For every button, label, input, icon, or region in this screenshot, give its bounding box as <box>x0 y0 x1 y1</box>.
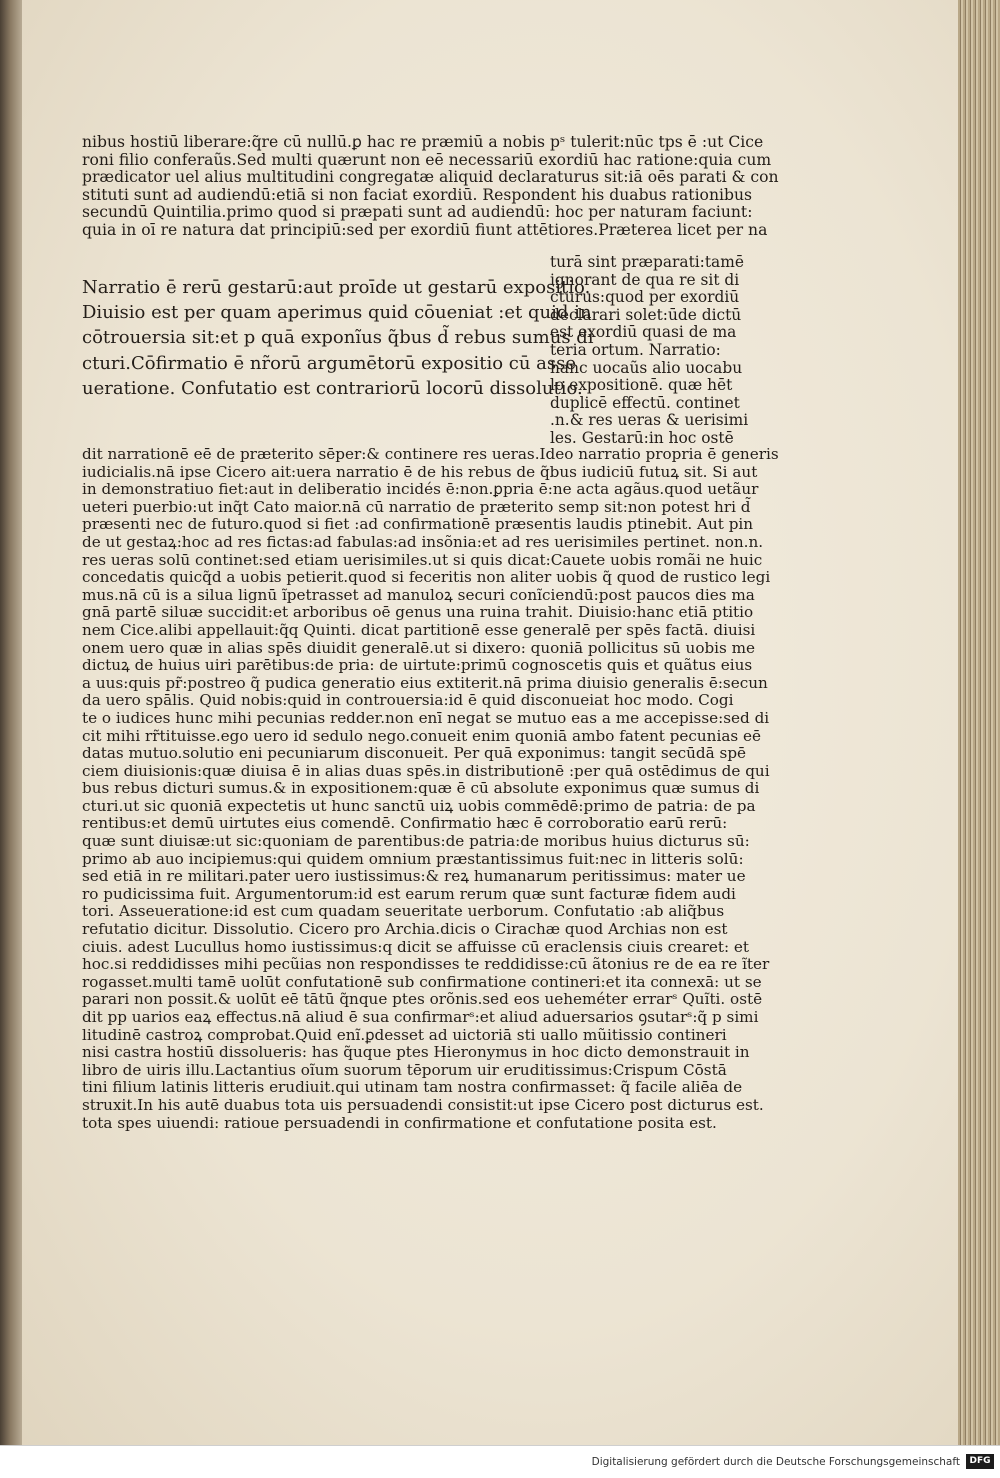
text-line: res ueras solū continet:sed etiam uerisimiles.ut si quis dicat:Cauete uobis romãi ne huic <box>82 550 763 569</box>
text-line: ro pudicissima fuit. Argumentorum:id est earum rerum quæ sunt facturæ fidem audi <box>82 884 736 903</box>
text-line: prædicator uel alius multitudini congregatæ aliquid declaraturus sit:iā oēs parati & con <box>82 168 779 187</box>
text-line: concedatis quicq̃d a uobis petierit.quod si feceritis non aliter uobis q̃ quod de rustico legi <box>82 568 771 587</box>
page-fore-edge <box>958 0 1000 1445</box>
text-line: teria ortum. Narratio: <box>550 340 721 359</box>
text-line: struxit.In his autē duabus tota uis persuadendi consistit:ut ipse Cicero post dicturus est. <box>82 1095 764 1114</box>
text-line: dit pp uarios eaꝝ effectus.nā aliud ē sua confirmarˢ:et aliud aduersarios ꝯsutarˢ:q̃ p simi <box>82 1008 759 1026</box>
text-line: les. Gestarū:in hoc ostē <box>550 428 734 447</box>
text-line: cturi.Cōfirmatio ē nr̃orū argumētorū expositio cū asse <box>82 352 577 374</box>
text-line: ueratione. Confutatio est contrariorū locorū dissolutio. <box>82 377 583 399</box>
text-block-commentary-main <box>82 445 779 1132</box>
text-line: nibus hostiū liberare:q̃re cū nullū.ꝑ hac re præmiū a nobis pˢ tulerit:nūc tps ē :ut Cice <box>82 133 764 151</box>
text-line: .n.& res ueras & uerisimi <box>550 411 749 430</box>
text-line: cōtrouersia sit:et p quā exponĩus q̃bus d̃ rebus sumus di <box>82 327 594 349</box>
text-line: declarari solet:ūde dictū <box>550 305 742 324</box>
text-line: ciuis. adest Lucullus homo iustissimus:q dicit se affuisse cū eraclensis ciuis crearet: et <box>82 937 750 956</box>
text-line: hoc.si reddidisses mihi pecũias non respondisses te reddidisse:cū ãtonius re de ea re ĩter <box>82 955 770 974</box>
text-line: in demonstratiuo fiet:aut in deliberatio incidés ē:non.ꝑpria ē:ne acta agãus.quod uetãur <box>82 480 759 499</box>
text-line: primo ab auo incipiemus:qui quidem omnium præstantissimus fuit:nec in litteris solū: <box>82 849 744 868</box>
text-line: iudicialis.nā ipse Cicero ait:uera narratio ē de his rebus de q̃bus iudiciū futuꝝ sit. Si aut <box>82 462 758 481</box>
text-line: de ut gestaꝝ:hoc ad res fictas:ad fabulas:ad insõnia:et ad res uerisimiles pertinet. non.n. <box>82 532 764 551</box>
text-line: roni filio conferaũs.Sed multi quærunt non eē necessariū exordiū hac ratione:quia cum <box>82 150 772 169</box>
text-block-definitions <box>82 275 594 401</box>
funding-credit: Digitalisierung gefördert durch die Deutsche Forschungsgemeinschaft <box>591 1456 960 1468</box>
text-line: Narratio ē rerū gestarū:aut proīde ut gestarū expositio. <box>82 277 591 298</box>
text-line: mus.nā cū is a silua lignū ĩpetrasset ad manuloꝝ securi conĩciendū:post paucos dies ma <box>82 585 755 604</box>
text-line: quia in oī re natura dat principiū:sed per exordiū fiunt attētiores.Præterea licet per na <box>82 220 768 239</box>
text-line: cit mihi rr̃tituisse.ego uero id sedulo nego.conueit enim quoniā ambo fatent pecunias eē <box>82 726 761 745</box>
text-line: nem Cice.alibi appellauit:q̃q Quinti. dicat partitionē esse generalē per spēs factā. diuisi <box>82 620 756 639</box>
text-line: est exordiū quasi de ma <box>550 323 737 342</box>
text-line: a uus:quis pr̃:postreo q̃ pudica generatio eius extiterit.nā prima diuisio generalis ē:secun <box>82 673 768 692</box>
text-line: gnā partē siluæ succidit:et arboribus oē genus una ruina trahit. Diuisio:hanc etiā ptitio <box>82 603 754 622</box>
text-line: Diuisio est per quam aperimus quid cōueniat :et quid in <box>82 302 592 324</box>
text-line: tota spes uiuendi: ratioue persuadendi in confirmatione et confutatione posita est. <box>82 1113 717 1132</box>
text-line: ciem diuisionis:quæ diuisa ē in alias duas spēs.in distributionē :per quā ostēdimus de qui <box>82 761 770 780</box>
text-line: rentibus:et demū uirtutes eius comendē. Confirmatio hæc ē corroboratio earū rerū: <box>82 814 728 833</box>
text-line: tini filium latinis litteris erudiuit.qui utinam tam nostra confirmasset: q̃ facile aliēa de <box>82 1078 743 1097</box>
text-line: litudinē castroꝝ comprobat.Quid enĩ.ꝑdesset ad uictoriā sti uallo mũitissio contineri <box>82 1025 727 1044</box>
text-line: onem uero quæ in alias spēs diuidit generalē.ut si dixero: quoniā pollicitus sū uobis me <box>82 638 756 657</box>
digitization-footer <box>0 1445 1000 1478</box>
text-block-commentary-side <box>550 253 749 448</box>
text-line: hanc uocaũs alio uocabu <box>550 358 743 377</box>
text-line: turā sint præparati:tamē <box>550 253 744 271</box>
text-line: da uero spālis. Quid nobis:quid in controuersia:id ē quid disconueiat hoc modo. Cogi <box>82 691 734 710</box>
text-line: te o iudices hunc mihi pecunias redder.non enī negat se mutuo eas a me accepisse:sed di <box>82 708 770 727</box>
text-line: secundū Quintilia.primo quod si præpati sunt ad audiendū: hoc per naturam faciunt: <box>82 203 753 222</box>
text-line: rogasset.multi tamē uolūt confutationē sub confirmatione contineri:et ita connexā: ut se <box>82 972 762 991</box>
text-line: præsenti nec de futuro.quod si fiet :ad confirmationē præsentis laudis ptinebit. Aut pin <box>82 515 754 534</box>
text-line: tori. Asseueratione:id est cum quadam seueritate uerborum. Confutatio :ab aliq̃bus <box>82 902 725 921</box>
text-line: ueteri puerbio:ut inq̃t Cato maior.nā cū narratio de præterito semp sit:non potest hri d̃ <box>82 497 751 516</box>
text-line: quæ sunt diuisæ:ut sic:quoniam de parentibus:de patria:de moribus huius dicturus sū: <box>82 832 750 851</box>
text-line: sed etiā in re militari.pater uero iustissimus:& reꝝ humanarum peritissimus: mater ue <box>82 867 746 886</box>
text-line: nisi castra hostiū dissolueris: has q̃uque ptes Hieronymus in hoc dicto demonstrauit in <box>82 1043 750 1062</box>
text-line: dictuꝝ de huius uiri parētibus:de pria: de uirtute:primū cognoscetis quis et quãtus eius <box>82 656 753 675</box>
text-block-top <box>82 133 779 240</box>
text-line: refutatio dicitur. Dissolutio. Cicero pro Archia.dicis o Cirachæ quod Archias non est <box>82 920 728 939</box>
text-line: lo expositionē. quæ hēt <box>550 376 733 395</box>
text-line: cturus:quod per exordiū <box>550 288 740 307</box>
text-line: cturi.ut sic quoniā expectetis ut hunc sanctū uiꝝ uobis commēdē:primo de patria: de pa <box>82 796 756 815</box>
dfg-logo: DFG <box>966 1454 994 1469</box>
text-line: parari non possit.& uolūt eē tātū q̃nque ptes orõnis.sed eos ueheméter errarˢ Quĩti. ostē <box>82 990 763 1009</box>
text-line: ignorant de qua re sit di <box>550 270 740 289</box>
text-line: duplicē effectū. continet <box>550 393 740 412</box>
text-line: bus rebus dicturi sumus.& in expositionem:quæ ē cū absolute exponimus quæ sumus di <box>82 779 760 798</box>
text-line: dit narrationē eē de præterito sēper:& continere res ueras.Ideo narratio propria ē generis <box>82 445 779 463</box>
text-line: datas mutuo.solutio eni pecuniarum disconueit. Per quā exponimus: tangit secūdā spē <box>82 744 747 763</box>
text-line: libro de uiris illu.Lactantius oĩum suorum tēporum uir eruditissimus:Crispum Cōstā <box>82 1060 727 1079</box>
text-line: stituti sunt ad audiendū:etiā si non faciat exordiū. Respondent his duabus rationibus <box>82 185 753 204</box>
